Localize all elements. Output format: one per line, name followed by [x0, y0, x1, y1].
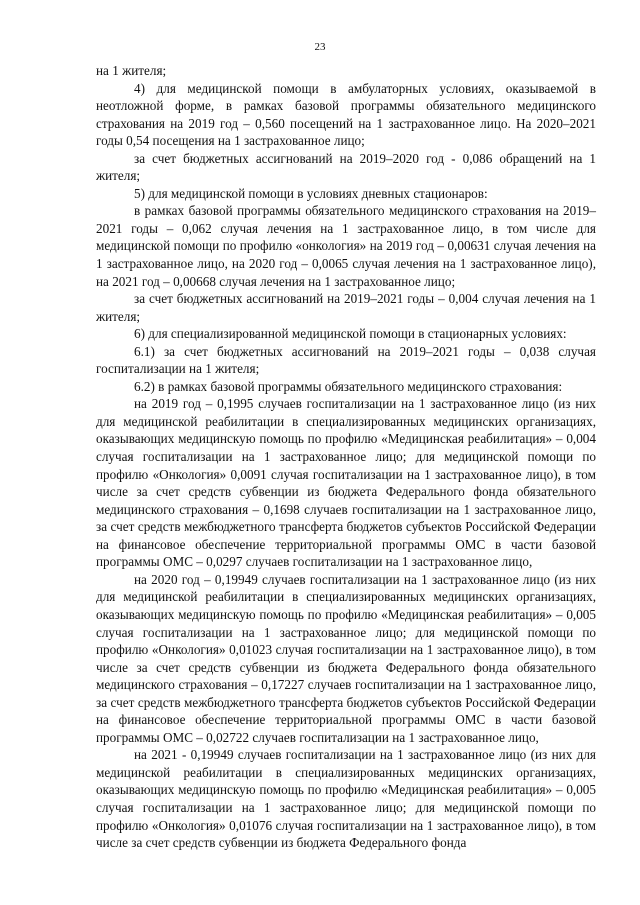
paragraph: 5) для медицинской помощи в условиях дневных стационаров:	[134, 185, 488, 201]
paragraph: в рамках базовой программы обязательного медицинского страхования на 2019–2021 годы – 0,062 случая лечения на 1 застрахованное лицо, в том числе для медицинской помощи по профилю «онкология» на 2019 год – 0,00631 случая лечения на 1 застрахованное лицо, на 2020 год – 0,0065 случая лечения на 1 застрахованное лицо), на 2021 год – 0,00668 случая лечения на 1 застрахованное лицо;	[96, 203, 596, 289]
paragraph: на 1 жителя;	[96, 63, 167, 78]
paragraph: 6) для специализированной медицинской помощи в стационарных условиях:	[134, 326, 567, 342]
paragraph: на 2020 год – 0,19949 случаев госпитализации на 1 застрахованное лицо (из них для медицинской реабилитации в специализированных медицинских организациях, оказывающих медицинскую помощь по профилю «Медицинская реабилитация» – 0,005 случая госпитализации на 1 застрахованное лицо; для медицинской помощи по профилю «Онкология» 0,01023 случая госпитализации на 1 застрахованное лицо), в том числе за счет средств субвенции из бюджета Федерального фонда обязательного медицинского страхования – 0,17227 случаев госпитализации на 1 застрахованное лицо, за счет средств межбюджетного трансферта бюджетов субъектов Российской Федерации на финансовое обеспечение территориальной программы ОМС в части базовой программы ОМС – 0,02722 случаев госпитализации на 1 застрахованное лицо,	[96, 571, 596, 745]
paragraph: на 2019 год – 0,1995 случаев госпитализации на 1 застрахованное лицо (из них для медицинской реабилитации в специализированных медицинских организациях, оказывающих медицинскую помощь по профилю «Медицинская реабилитация» – 0,004 случая госпитализации на 1 застрахованное лицо; для медицинской помощи по профилю «Онкология» 0,0091 случая госпитализации на 1 застрахованное лицо), в том числе за счет средств субвенции из бюджета Федерального фонда обязательного медицинского страхования – 0,1698 случаев госпитализации на 1 застрахованное лицо, за счет средств межбюджетного трансферта бюджетов субъектов Российской Федерации на финансовое обеспечение территориальной программы ОМС в части базовой программы ОМС – 0,0297 случаев госпитализации на 1 застрахованное лицо,	[96, 396, 596, 570]
page-number: 23	[314, 41, 326, 53]
paragraph: за счет бюджетных ассигнований на 2019–2021 годы – 0,004 случая лечения на 1 жителя;	[96, 291, 596, 324]
paragraph: 6.2) в рамках базовой программы обязательного медицинского страхования:	[134, 378, 563, 394]
document-body	[96, 62, 596, 852]
paragraph: за счет бюджетных ассигнований на 2019–2020 год - 0,086 обращений на 1 жителя;	[96, 150, 596, 184]
paragraph: 4) для медицинской помощи в амбулаторных условиях, оказываемой в неотложной форме, в рамках базовой программы обязательного медицинского страхования на 2019 год – 0,560 посещений на 1 застрахованное лицо. На 2020–2021 годы 0,54 посещения на 1 застрахованное лицо;	[96, 80, 596, 149]
paragraph: на 2021 - 0,19949 случаев госпитализации на 1 застрахованное лицо (из них для медицинской реабилитации в специализированных медицинских организациях, оказывающих медицинскую помощь по профилю «Медицинская реабилитация» – 0,005 случая госпитализации на 1 застрахованное лицо; для медицинской помощи по профилю «Онкология» 0,01076 случая госпитализации на 1 застрахованное лицо), в том числе за счет средств субвенции из бюджета Федерального фонда	[96, 747, 596, 851]
paragraph: 6.1) за счет бюджетных ассигнований на 2019–2021 годы – 0,038 случая госпитализации на 1 жителя;	[96, 343, 596, 377]
